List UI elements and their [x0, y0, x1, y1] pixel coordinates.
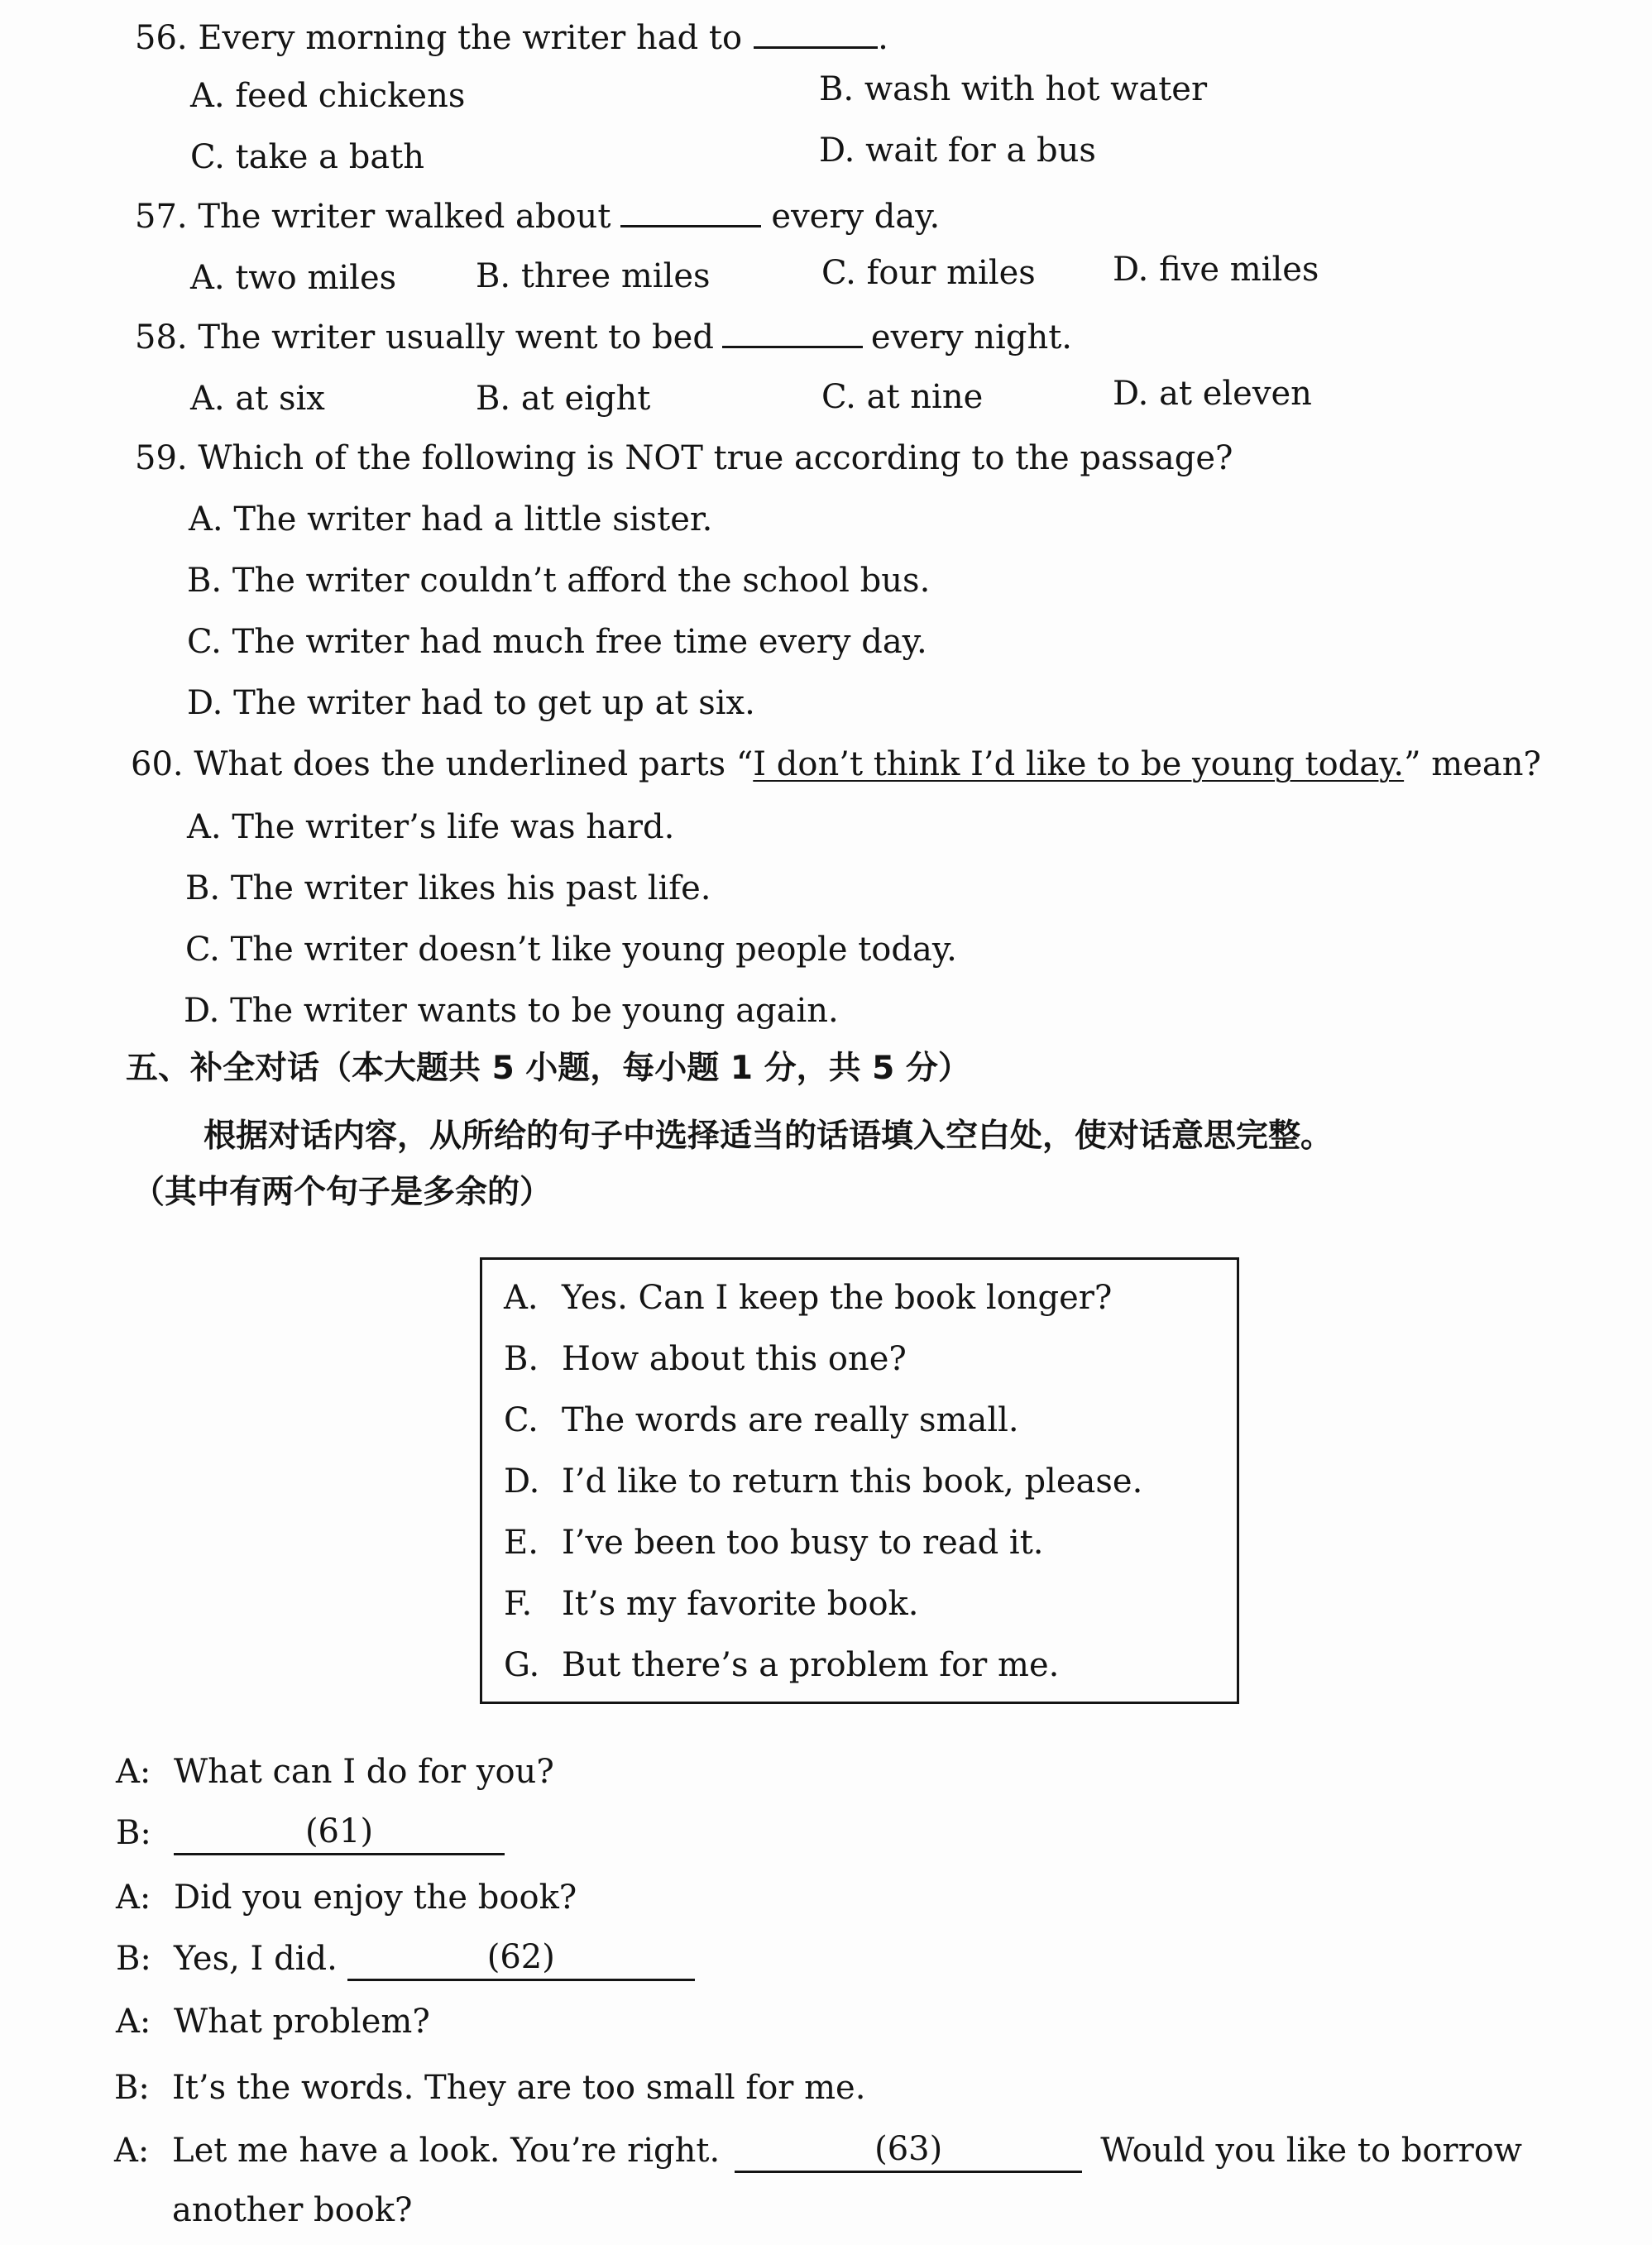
option-60-c — [185, 930, 957, 969]
question-56 — [135, 18, 888, 58]
option-text: five miles — [1159, 251, 1319, 289]
choice-letter: A. — [504, 1279, 539, 1317]
choices-box — [480, 1257, 1239, 1704]
dialogue-line-6 — [114, 2068, 865, 2108]
speaker: A: — [116, 1879, 151, 1917]
choice-g — [504, 1645, 1059, 1685]
question-stem: The writer walked about — [198, 198, 611, 236]
option-letter: B. — [187, 562, 223, 600]
blank-61[interactable] — [174, 1813, 505, 1855]
question-number: 58. — [135, 318, 188, 357]
option-56-a — [190, 76, 465, 116]
choice-text: But there’s a problem for me. — [562, 1646, 1060, 1684]
dialogue-line-7 — [114, 2131, 1522, 2173]
option-letter: C. — [185, 931, 220, 969]
option-letter: C. — [821, 378, 856, 416]
option-letter: C. — [190, 138, 225, 176]
speaker: A: — [114, 2132, 150, 2170]
option-text: at eight — [520, 380, 651, 418]
option-text: at nine — [866, 378, 984, 416]
speaker: B: — [116, 1940, 151, 1978]
option-56-d — [819, 131, 1096, 170]
answer-blank — [722, 346, 863, 348]
choice-e — [504, 1523, 1044, 1563]
question-58 — [135, 318, 1072, 357]
choice-d — [504, 1462, 1142, 1501]
question-stem: The writer usually went to bed — [198, 318, 714, 357]
option-text: at six — [235, 380, 325, 418]
choice-text: How about this one? — [562, 1340, 907, 1378]
option-letter: D. — [819, 132, 855, 170]
question-stem: What does the underlined parts “ — [194, 745, 754, 783]
dialogue-line-5 — [116, 2002, 430, 2042]
option-letter: B. — [819, 70, 855, 108]
question-number: 59. — [135, 439, 188, 477]
option-text: The writer had a little sister. — [233, 500, 713, 539]
speaker: A: — [116, 1753, 151, 1791]
option-text: two miles — [235, 259, 397, 297]
choice-text: Yes. Can I keep the book longer? — [562, 1279, 1113, 1317]
speaker: A: — [116, 2003, 151, 2041]
choice-letter: E. — [504, 1524, 539, 1562]
choice-f — [504, 1584, 919, 1624]
answer-blank — [754, 46, 878, 49]
option-59-d — [187, 683, 755, 723]
dialogue-text: It’s the words. They are too small for me. — [172, 2069, 866, 2107]
option-59-b — [187, 561, 930, 601]
option-text: wait for a bus — [865, 132, 1096, 170]
question-60 — [131, 744, 1541, 784]
option-letter: B. — [476, 257, 511, 295]
option-56-c — [190, 137, 424, 177]
option-letter: A. — [190, 259, 225, 297]
option-letter: A. — [190, 380, 225, 418]
question-59 — [135, 438, 1233, 478]
choice-text: It’s my favorite book. — [562, 1585, 919, 1623]
speaker: B: — [114, 2069, 150, 2107]
question-number: 56. — [135, 19, 188, 57]
option-text: feed chickens — [235, 77, 466, 115]
dialogue-line-7-continuation: another book? — [172, 2191, 413, 2229]
blank-number: (61) — [304, 1812, 374, 1850]
option-letter: D. — [1113, 251, 1149, 289]
dialogue-text: Let me have a look. You’re right. — [172, 2132, 721, 2170]
dialogue-line-2 — [116, 1813, 505, 1855]
blank-62[interactable] — [347, 1939, 695, 1981]
underlined-quote: I don’t think I’d like to be young today. — [753, 745, 1405, 783]
choice-letter: B. — [504, 1340, 539, 1378]
choice-letter: F. — [504, 1585, 533, 1623]
option-58-c — [821, 377, 983, 417]
option-58-d — [1113, 374, 1312, 414]
option-56-b — [819, 69, 1207, 109]
option-letter: D. — [187, 684, 223, 722]
option-text: four miles — [866, 254, 1036, 292]
option-letter: C. — [821, 254, 856, 292]
dialogue-line-4 — [116, 1939, 695, 1981]
question-number: 57. — [135, 198, 188, 236]
option-letter: D. — [1113, 375, 1149, 413]
choice-b — [504, 1339, 907, 1379]
option-text: three miles — [520, 257, 711, 295]
choice-letter: G. — [504, 1646, 540, 1684]
question-stem-end: ” mean? — [1404, 745, 1541, 783]
option-text: The writer likes his past life. — [230, 869, 711, 907]
dialogue-text: What problem? — [174, 2003, 430, 2041]
answer-blank — [620, 225, 761, 227]
option-letter: B. — [185, 869, 221, 907]
option-60-d — [184, 991, 839, 1031]
dialogue-text: What can I do for you? — [174, 1753, 554, 1791]
question-stem-end: . — [878, 19, 888, 57]
option-60-b — [185, 869, 711, 908]
option-58-a — [190, 379, 325, 419]
dialogue-text: Yes, I did. — [174, 1940, 338, 1978]
choice-text: I’ve been too busy to read it. — [562, 1524, 1044, 1562]
speaker: B: — [116, 1814, 151, 1852]
choice-text: The words are really small. — [562, 1401, 1019, 1439]
choice-letter: D. — [504, 1462, 540, 1501]
question-57 — [135, 197, 940, 237]
option-text: The writer had much free time every day. — [232, 623, 927, 661]
option-57-c — [821, 253, 1036, 293]
option-text: The writer’s life was hard. — [232, 808, 675, 846]
option-59-c — [187, 622, 927, 662]
choice-text: I’d like to return this book, please. — [562, 1462, 1143, 1501]
option-text: wash with hot water — [864, 70, 1208, 108]
dialogue-text-after: Would you like to borrow — [1100, 2132, 1523, 2170]
option-text: The writer had to get up at six. — [233, 684, 755, 722]
option-58-b — [476, 379, 650, 419]
option-text: The writer doesn’t like young people today. — [230, 931, 957, 969]
question-number: 60. — [131, 745, 184, 783]
option-letter: C. — [187, 623, 222, 661]
question-stem-end: every day. — [771, 198, 941, 236]
option-letter: D. — [184, 992, 220, 1030]
option-59-a — [189, 500, 712, 539]
option-text: take a bath — [235, 138, 425, 176]
option-letter: A. — [189, 500, 223, 539]
option-letter: A. — [187, 808, 222, 846]
dialogue-text: Did you enjoy the book? — [174, 1879, 577, 1917]
option-60-a — [187, 807, 674, 847]
question-stem: Which of the following is NOT true according to the passage? — [198, 439, 1233, 477]
option-letter: B. — [476, 380, 511, 418]
section-heading: 五、补全对话（本大题共 5 小题，每小题 1 分，共 5 分） — [126, 1050, 970, 1087]
section-note: （其中有两个句子是多余的） — [132, 1174, 553, 1211]
dialogue-line-1 — [116, 1752, 554, 1792]
blank-number: (63) — [874, 2130, 943, 2168]
choice-c — [504, 1400, 1019, 1440]
option-letter: A. — [190, 77, 225, 115]
option-text: The writer couldn’t afford the school bus. — [232, 562, 931, 600]
option-57-d — [1113, 250, 1319, 290]
question-stem-end: every night. — [870, 318, 1073, 357]
blank-63[interactable] — [735, 2131, 1082, 2173]
section-instruction: 根据对话内容，从所给的句子中选择适当的话语填入空白处，使对话意思完整。 — [204, 1118, 1334, 1155]
blank-number: (62) — [486, 1938, 555, 1976]
question-stem: Every morning the writer had to — [198, 19, 743, 57]
dialogue-line-3 — [116, 1878, 577, 1917]
choice-a — [504, 1278, 1112, 1318]
option-57-b — [476, 256, 711, 296]
choice-letter: C. — [504, 1401, 539, 1439]
option-text: at eleven — [1159, 375, 1312, 413]
option-57-a — [190, 258, 396, 298]
option-text: The writer wants to be young again. — [230, 992, 839, 1030]
